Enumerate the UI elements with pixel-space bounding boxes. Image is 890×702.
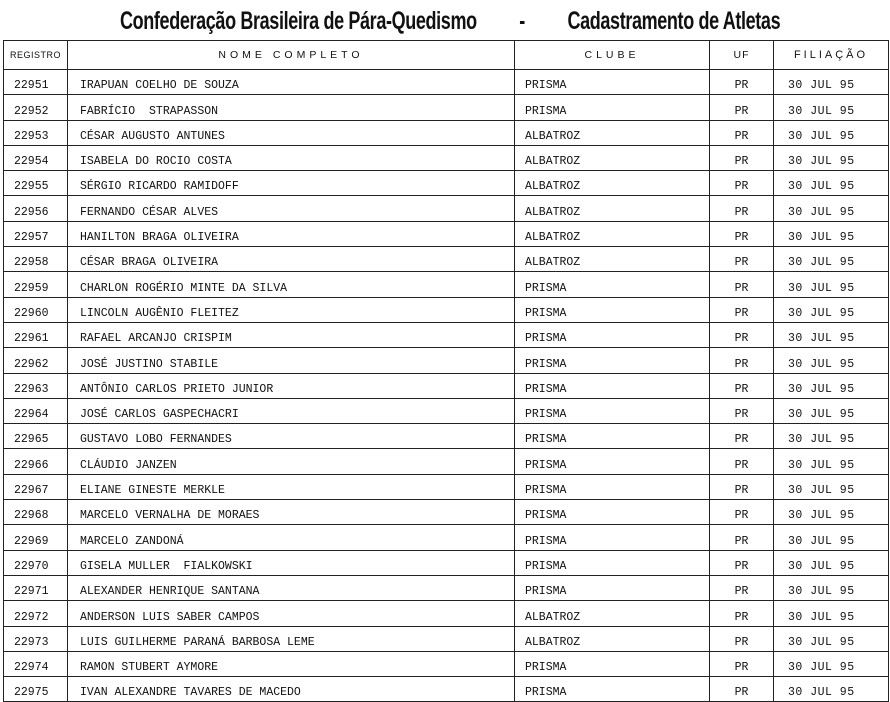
cell-nome: ALEXANDER HENRIQUE SANTANA: [68, 575, 515, 600]
cell-uf: PR: [710, 348, 774, 373]
cell-registro: 22964: [4, 398, 68, 423]
cell-clube: PRISMA: [515, 449, 710, 474]
cell-nome: HANILTON BRAGA OLIVEIRA: [68, 221, 515, 246]
cell-nome: GUSTAVO LOBO FERNANDES: [68, 424, 515, 449]
cell-filiacao: 30 JUL 95: [774, 171, 889, 196]
cell-filiacao: 30 JUL 95: [774, 550, 889, 575]
cell-nome: FERNANDO CÉSAR ALVES: [68, 196, 515, 221]
cell-registro: 22966: [4, 449, 68, 474]
cell-uf: PR: [710, 601, 774, 626]
cell-filiacao: 30 JUL 95: [774, 348, 889, 373]
cell-clube: PRISMA: [515, 272, 710, 297]
cell-clube: ALBATROZ: [515, 145, 710, 170]
cell-clube: PRISMA: [515, 297, 710, 322]
cell-nome: RAMON STUBERT AYMORE: [68, 651, 515, 676]
cell-filiacao: 30 JUL 95: [774, 575, 889, 600]
cell-registro: 22959: [4, 272, 68, 297]
cell-uf: PR: [710, 525, 774, 550]
table-row: [4, 145, 889, 170]
table-row: [4, 70, 889, 95]
cell-filiacao: 30 JUL 95: [774, 474, 889, 499]
cell-uf: PR: [710, 575, 774, 600]
cell-nome: CLÁUDIO JANZEN: [68, 449, 515, 474]
cell-nome: MARCELO VERNALHA DE MORAES: [68, 500, 515, 525]
cell-registro: 22968: [4, 500, 68, 525]
cell-registro: 22974: [4, 651, 68, 676]
table-row: [4, 373, 889, 398]
table-row: [4, 525, 889, 550]
cell-uf: PR: [710, 196, 774, 221]
table-row: [4, 322, 889, 347]
cell-registro: 22965: [4, 424, 68, 449]
cell-nome: ANTÔNIO CARLOS PRIETO JUNIOR: [68, 373, 515, 398]
cell-registro: 22958: [4, 247, 68, 272]
table-row: [4, 550, 889, 575]
cell-uf: PR: [710, 373, 774, 398]
cell-filiacao: 30 JUL 95: [774, 677, 889, 702]
cell-uf: PR: [710, 474, 774, 499]
cell-clube: ALBATROZ: [515, 221, 710, 246]
document-header: [0, 0, 890, 40]
table-row: [4, 247, 889, 272]
header-uf: UF: [710, 41, 774, 70]
cell-clube: PRISMA: [515, 525, 710, 550]
table-header-row: [4, 41, 889, 70]
table-row: [4, 196, 889, 221]
table-row: [4, 575, 889, 600]
cell-nome: ELIANE GINESTE MERKLE: [68, 474, 515, 499]
cell-clube: PRISMA: [515, 424, 710, 449]
cell-nome: CHARLON ROGÉRIO MINTE DA SILVA: [68, 272, 515, 297]
cell-uf: PR: [710, 221, 774, 246]
cell-filiacao: 30 JUL 95: [774, 398, 889, 423]
table-row: [4, 449, 889, 474]
cell-uf: PR: [710, 626, 774, 651]
cell-registro: 22960: [4, 297, 68, 322]
cell-filiacao: 30 JUL 95: [774, 297, 889, 322]
cell-registro: 22967: [4, 474, 68, 499]
header-registro: REGISTRO: [4, 41, 68, 70]
cell-nome: CÉSAR BRAGA OLIVEIRA: [68, 247, 515, 272]
cell-registro: 22961: [4, 322, 68, 347]
cell-nome: LINCOLN AUGÊNIO FLEITEZ: [68, 297, 515, 322]
cell-filiacao: 30 JUL 95: [774, 500, 889, 525]
cell-clube: ALBATROZ: [515, 196, 710, 221]
cell-uf: PR: [710, 95, 774, 120]
table-row: [4, 626, 889, 651]
cell-clube: PRISMA: [515, 95, 710, 120]
cell-filiacao: 30 JUL 95: [774, 525, 889, 550]
table-row: [4, 651, 889, 676]
cell-registro: 22963: [4, 373, 68, 398]
cell-uf: PR: [710, 398, 774, 423]
cell-filiacao: 30 JUL 95: [774, 247, 889, 272]
table-row: [4, 221, 889, 246]
cell-clube: ALBATROZ: [515, 120, 710, 145]
cell-uf: PR: [710, 449, 774, 474]
title-separator: -: [519, 6, 525, 35]
athlete-registration-table: [3, 40, 889, 702]
cell-filiacao: 30 JUL 95: [774, 601, 889, 626]
cell-filiacao: 30 JUL 95: [774, 322, 889, 347]
table-row: [4, 95, 889, 120]
header-filiacao: FILIAÇÃO: [774, 41, 889, 70]
cell-uf: PR: [710, 297, 774, 322]
cell-uf: PR: [710, 500, 774, 525]
cell-nome: CÉSAR AUGUSTO ANTUNES: [68, 120, 515, 145]
cell-nome: GISELA MULLER FIALKOWSKI: [68, 550, 515, 575]
cell-clube: PRISMA: [515, 575, 710, 600]
cell-nome: JOSÉ JUSTINO STABILE: [68, 348, 515, 373]
cell-filiacao: 30 JUL 95: [774, 196, 889, 221]
cell-registro: 22972: [4, 601, 68, 626]
table-row: [4, 424, 889, 449]
cell-uf: PR: [710, 272, 774, 297]
table-row: [4, 601, 889, 626]
cell-clube: PRISMA: [515, 398, 710, 423]
cell-registro: 22954: [4, 145, 68, 170]
document-title: [120, 4, 780, 38]
cell-registro: 22956: [4, 196, 68, 221]
cell-nome: FABRÍCIO STRAPASSON: [68, 95, 515, 120]
cell-filiacao: 30 JUL 95: [774, 449, 889, 474]
cell-registro: 22957: [4, 221, 68, 246]
table-row: [4, 474, 889, 499]
table-row: [4, 677, 889, 702]
cell-filiacao: 30 JUL 95: [774, 626, 889, 651]
cell-clube: PRISMA: [515, 474, 710, 499]
cell-uf: PR: [710, 120, 774, 145]
cell-filiacao: 30 JUL 95: [774, 95, 889, 120]
cell-registro: 22971: [4, 575, 68, 600]
cell-nome: MARCELO ZANDONÁ: [68, 525, 515, 550]
cell-filiacao: 30 JUL 95: [774, 120, 889, 145]
cell-filiacao: 30 JUL 95: [774, 373, 889, 398]
table-row: [4, 272, 889, 297]
cell-clube: PRISMA: [515, 322, 710, 347]
cell-nome: SÉRGIO RICARDO RAMIDOFF: [68, 171, 515, 196]
cell-filiacao: 30 JUL 95: [774, 221, 889, 246]
cell-nome: IVAN ALEXANDRE TAVARES DE MACEDO: [68, 677, 515, 702]
cell-nome: ISABELA DO ROCIO COSTA: [68, 145, 515, 170]
table-row: [4, 500, 889, 525]
cell-clube: ALBATROZ: [515, 626, 710, 651]
table-row: [4, 297, 889, 322]
cell-uf: PR: [710, 171, 774, 196]
cell-nome: RAFAEL ARCANJO CRISPIM: [68, 322, 515, 347]
cell-clube: PRISMA: [515, 651, 710, 676]
table-row: [4, 171, 889, 196]
cell-registro: 22975: [4, 677, 68, 702]
cell-registro: 22952: [4, 95, 68, 120]
header-nome-completo: NOME COMPLETO: [68, 41, 515, 70]
cell-clube: PRISMA: [515, 500, 710, 525]
table-row: [4, 398, 889, 423]
cell-nome: ANDERSON LUIS SABER CAMPOS: [68, 601, 515, 626]
cell-registro: 22969: [4, 525, 68, 550]
cell-clube: ALBATROZ: [515, 247, 710, 272]
cell-registro: 22951: [4, 70, 68, 95]
cell-filiacao: 30 JUL 95: [774, 272, 889, 297]
title-organization: Confederação Brasileira de Pára-Quedismo: [120, 6, 477, 35]
cell-clube: PRISMA: [515, 70, 710, 95]
cell-uf: PR: [710, 247, 774, 272]
cell-nome: JOSÉ CARLOS GASPECHACRI: [68, 398, 515, 423]
cell-clube: ALBATROZ: [515, 601, 710, 626]
cell-uf: PR: [710, 651, 774, 676]
cell-filiacao: 30 JUL 95: [774, 145, 889, 170]
cell-filiacao: 30 JUL 95: [774, 651, 889, 676]
cell-nome: LUIS GUILHERME PARANÁ BARBOSA LEME: [68, 626, 515, 651]
cell-uf: PR: [710, 70, 774, 95]
cell-uf: PR: [710, 677, 774, 702]
cell-clube: PRISMA: [515, 550, 710, 575]
cell-registro: 22970: [4, 550, 68, 575]
cell-clube: ALBATROZ: [515, 171, 710, 196]
cell-registro: 22953: [4, 120, 68, 145]
cell-registro: 22955: [4, 171, 68, 196]
table-row: [4, 120, 889, 145]
cell-uf: PR: [710, 322, 774, 347]
cell-clube: PRISMA: [515, 373, 710, 398]
cell-clube: PRISMA: [515, 677, 710, 702]
cell-registro: 22973: [4, 626, 68, 651]
cell-uf: PR: [710, 145, 774, 170]
cell-registro: 22962: [4, 348, 68, 373]
cell-filiacao: 30 JUL 95: [774, 70, 889, 95]
cell-filiacao: 30 JUL 95: [774, 424, 889, 449]
cell-nome: IRAPUAN COELHO DE SOUZA: [68, 70, 515, 95]
header-clube: CLUBE: [515, 41, 710, 70]
cell-uf: PR: [710, 424, 774, 449]
title-subject: Cadastramento de Atletas: [567, 6, 781, 35]
cell-clube: PRISMA: [515, 348, 710, 373]
cell-uf: PR: [710, 550, 774, 575]
table-row: [4, 348, 889, 373]
